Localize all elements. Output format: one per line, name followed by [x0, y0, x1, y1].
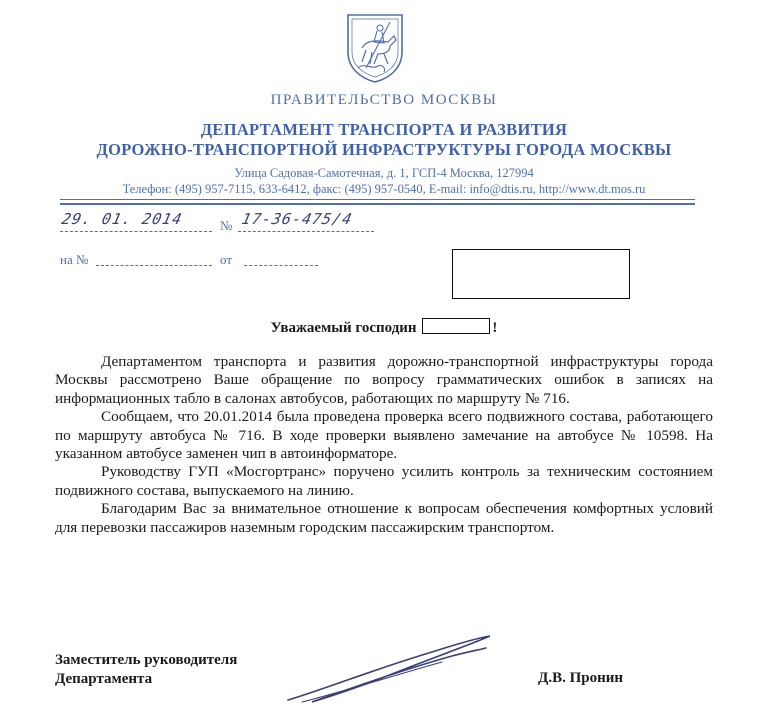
body-paragraph-4: Благодарим Вас за внимательное отношение к вопросам обеспечения комфортных условий для перевозки пассажиров наземным городским пассажирским транспортом. [55, 500, 713, 536]
greeting-ending: ! [492, 320, 498, 336]
government-name: ПРАВИТЕЛЬСТВО МОСКВЫ [270, 92, 498, 108]
reply-from-underline [244, 265, 318, 266]
reply-number-underline [96, 265, 212, 266]
registration-date: 29. 01. 2014 [60, 210, 185, 228]
body-paragraph-2: Сообщаем, что 20.01.2014 была проведена проверка всего подвижного состава, работающего по маршруту автобуса № 716. В ходе проверки выявлено замечание на автобусе № 10598. На указанном автобусе заменен чип в автоинформаторе. [55, 408, 713, 463]
registration-number-label: № [220, 218, 233, 233]
registration-number: 17-36-475/4 [240, 210, 355, 228]
department-name-line1: ДЕПАРТАМЕНТ ТРАНСПОРТА И РАЗВИТИЯ [200, 120, 568, 139]
handwritten-signature [282, 632, 496, 706]
signatory-name: Д.В. Пронин [538, 670, 624, 686]
redacted-name-box [422, 318, 490, 334]
date-underline [60, 231, 212, 232]
reply-from-label: от [220, 252, 233, 267]
department-contacts: Телефон: (495) 957-7115, 633-6412, факс: (495) 957-0540, E-mail: info@dtis.ru, http://www.dt.mos.ru [122, 182, 646, 196]
signatory-position [55, 651, 237, 689]
greeting-text: Уважаемый господин [270, 320, 417, 336]
department-name-line2: ДОРОЖНО-ТРАНСПОРТНОЙ ИНФРАСТРУКТУРЫ ГОРОДА МОСКВЫ [96, 140, 672, 159]
letter-body [55, 353, 713, 537]
signatory-position-line2: Департамента [55, 671, 153, 687]
number-underline [238, 231, 374, 232]
department-address: Улица Садовая-Самотечная, д. 1, ГСП-4 Москва, 127994 [234, 166, 534, 180]
greeting [0, 318, 768, 337]
body-paragraph-1: Департаментом транспорта и развития дорожно-транспортной инфраструктуры города Москвы рассмотрено Ваше обращение по вопросу грамматических ошибок в записях на информационных табло в салонах автобусов, работающих по маршруту № 716. [55, 353, 713, 407]
body-paragraph-3: Руководству ГУП «Мосгортранс» поручено усилить контроль за техническим состоянием подвижного состава, выпускаемого на линию. [55, 463, 713, 499]
moscow-coat-of-arms-icon [344, 12, 406, 84]
reply-number-label: на № [60, 252, 89, 267]
redacted-recipient-box [452, 249, 630, 299]
signatory-position-line1: Заместитель руководителя [55, 652, 238, 668]
letterhead-rule-thick [60, 203, 695, 205]
letterhead-rule-thin [60, 199, 695, 200]
